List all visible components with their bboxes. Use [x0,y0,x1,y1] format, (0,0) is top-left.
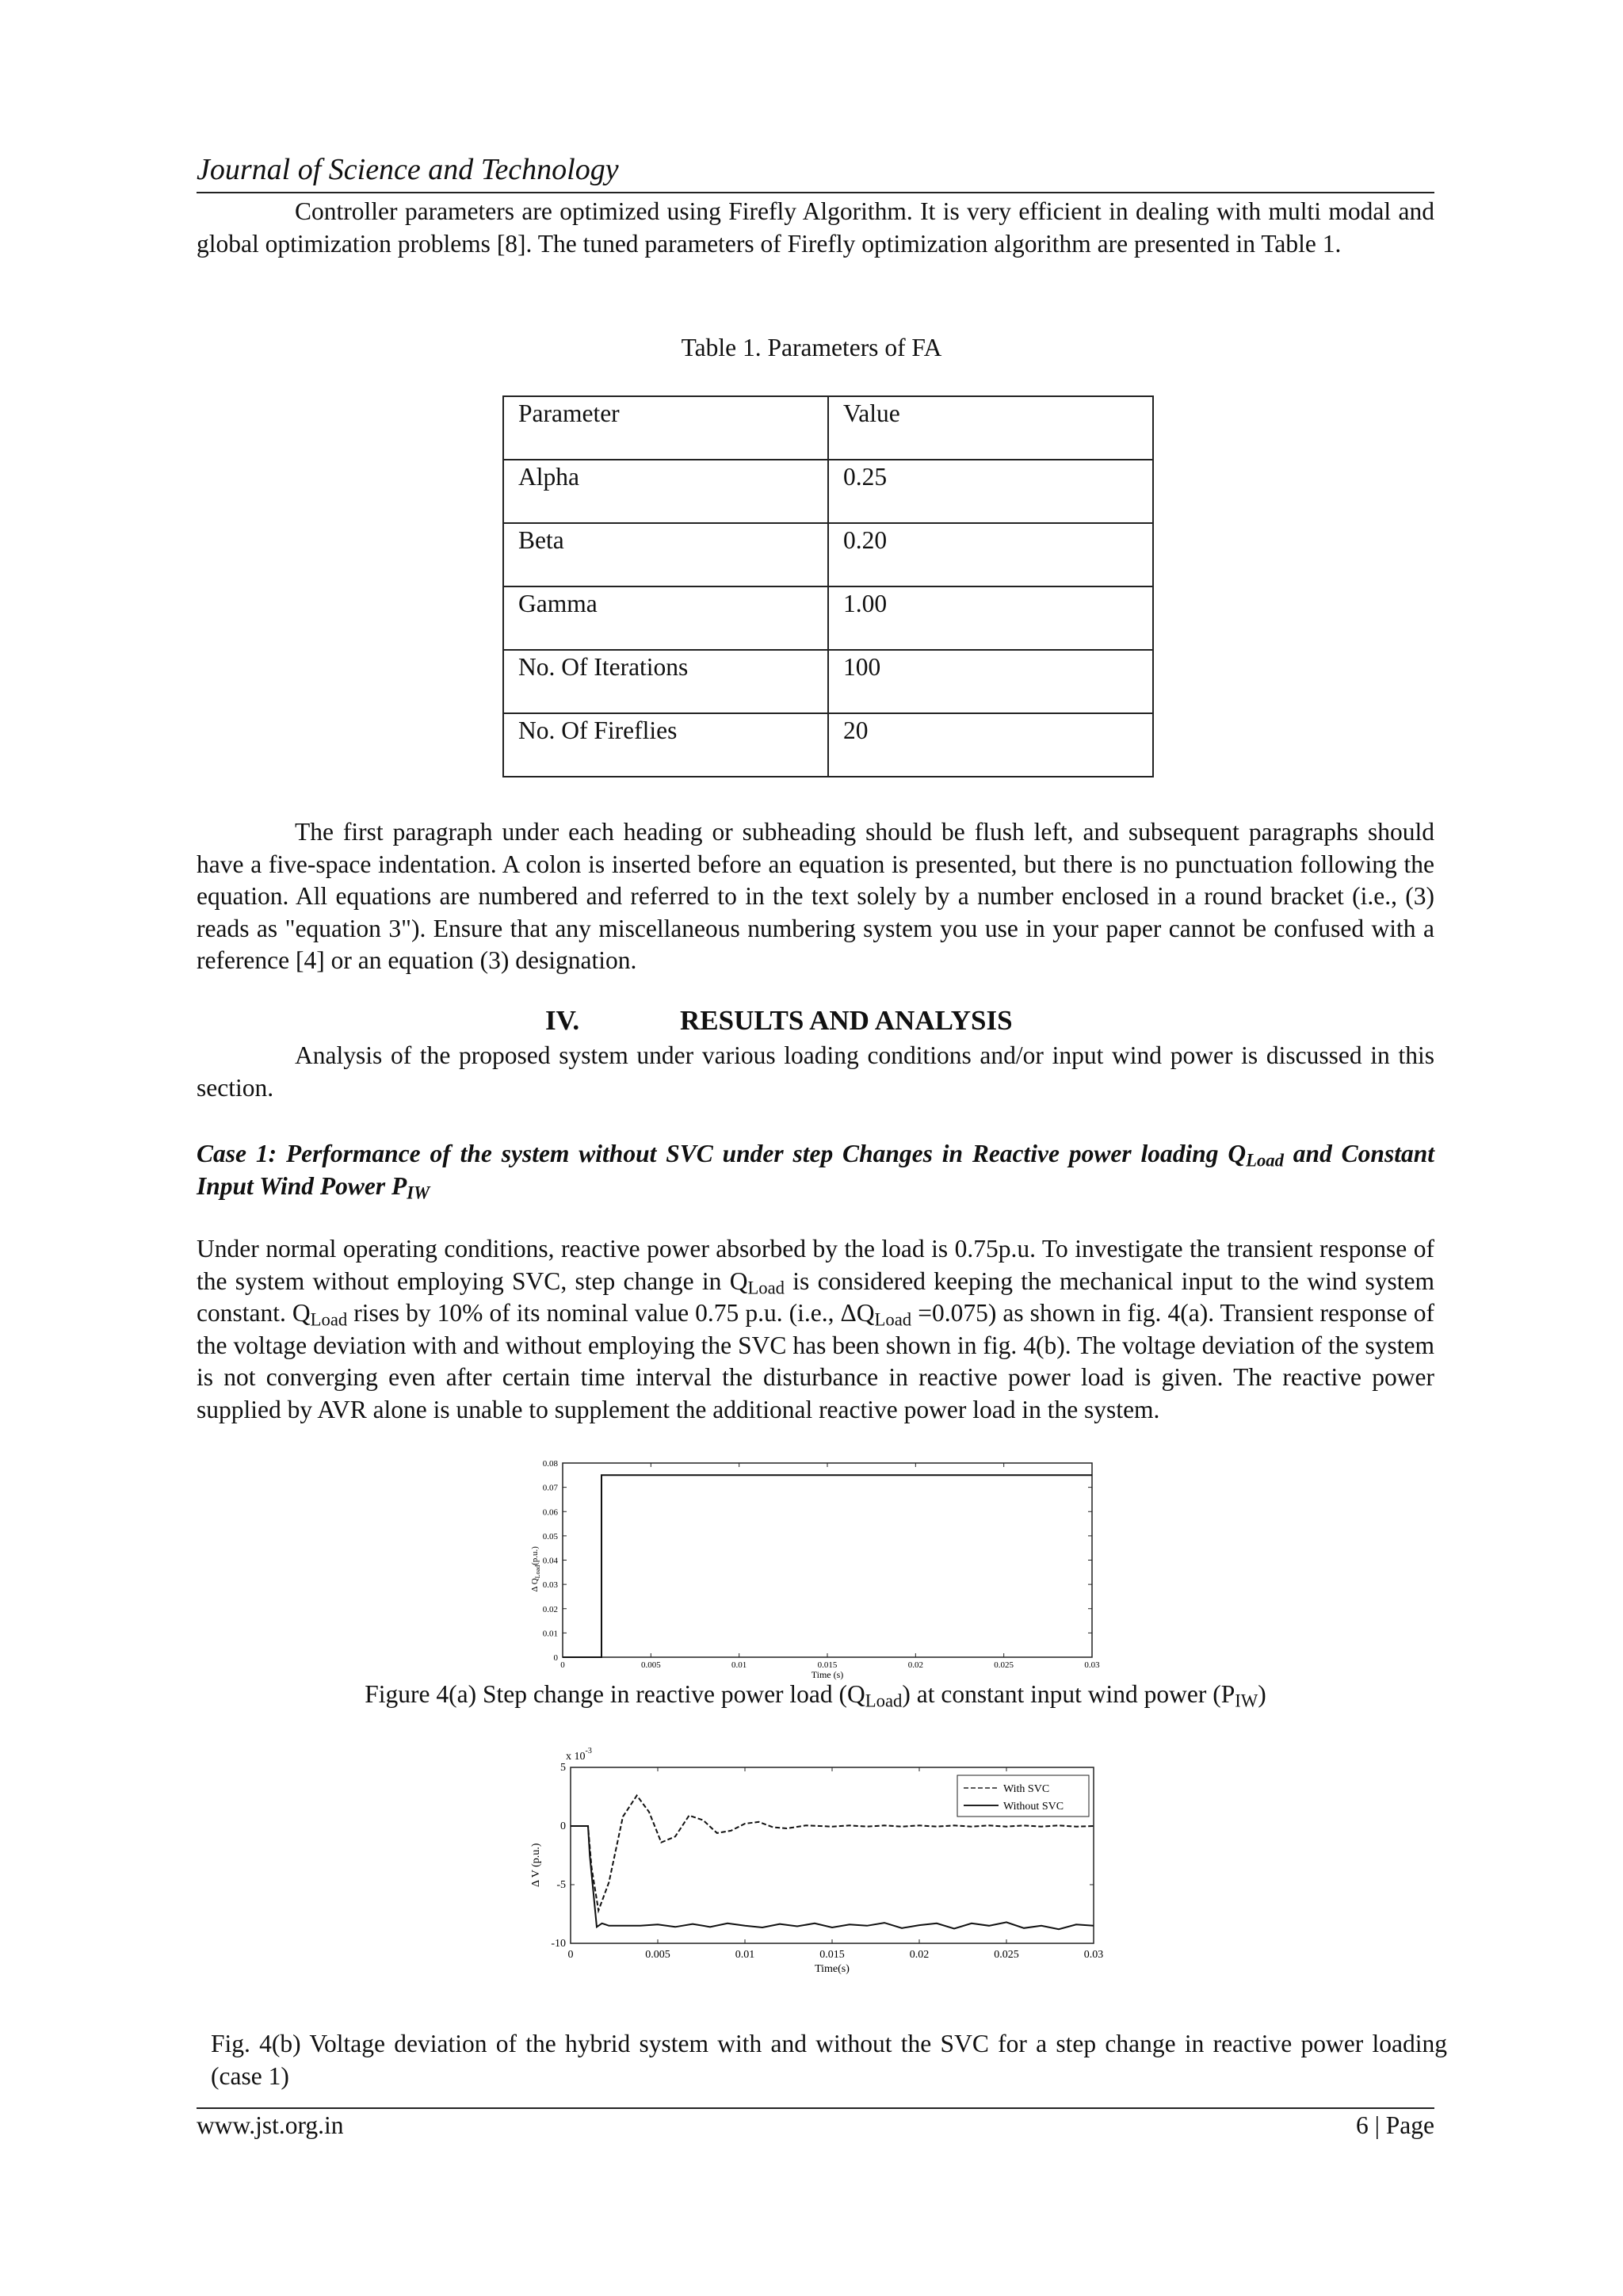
y-axis-label [530,1546,541,1592]
footer-website: www.jst.org.in [197,2111,344,2139]
legend-label-without-svc: Without SVC [1003,1801,1064,1813]
fig4a-caption-sub: Load [865,1690,903,1711]
y-tick-label: -10 [551,1938,566,1950]
table-row [503,586,1153,650]
x-tick-label: 0.025 [994,1660,1014,1670]
x-axis-label: Time (s) [811,1669,844,1680]
fig4a-caption-text: ) [1258,1680,1266,1708]
table-cell: 0.20 [828,523,1153,586]
legend-label-with-svc: With SVC [1003,1783,1050,1795]
table-cell: 100 [828,650,1153,713]
x-tick-label: 0.01 [735,1949,755,1961]
table-cell: No. Of Iterations [503,650,828,713]
case1-heading-sub: Load [1246,1150,1284,1171]
y-axis-label-sub: Load [534,1564,541,1579]
y-multiplier [566,1747,592,1763]
fig4b-caption: Fig. 4(b) Voltage deviation of the hybrid system with and without the SVC for a step change in reactive power loading (case 1) [211,2030,1447,2090]
case1-heading-text: and Constant Input Wind Power P [197,1140,1434,1200]
section-intro: Analysis of the proposed system under various loading conditions and/or input wind power is discussed in this section. [197,1041,1434,1102]
y-tick-label: 0.05 [542,1531,558,1541]
y-tick-label: 0 [560,1820,566,1832]
fig4a-caption [197,1680,1434,1709]
case1-body-text: Under normal operating conditions, reactive power absorbed by the load is 0.75p.u. To investigate the transient response of the system without employing SVC, step change in Q [197,1235,1434,1295]
case1-heading-sub: IW [407,1182,430,1203]
section-title: RESULTS AND ANALYSIS [680,1005,1013,1036]
case1-body-sub: Load [874,1309,912,1330]
x-tick-label: 0.01 [731,1660,747,1670]
x-tick-label: 0.025 [994,1949,1019,1961]
y-tick-label: 0.03 [542,1580,558,1591]
table-cell: Beta [503,523,828,586]
y-tick-label: 0 [553,1653,558,1663]
table-row [503,460,1153,523]
table-row [503,713,1153,777]
x-tick-label: 0.015 [819,1949,845,1961]
case1-heading-text: Case 1: Performance of the system without SVC under step Changes in Reactive power loading Q [197,1140,1247,1167]
fig4a-caption-sub: IW [1235,1690,1258,1711]
case1-body-sub: Load [747,1278,785,1298]
case1-body-text: rises by 10% of its nominal value 0.75 p.u. (i.e., ΔQ [347,1299,875,1327]
fig4b-chart [523,1740,1125,1994]
table-header-row [503,396,1153,460]
plot-series [563,1475,1092,1657]
plot-ticks [543,1459,1100,1670]
footer-rule [197,2107,1434,2109]
x-tick-label: 0.005 [640,1660,661,1670]
x-tick-label: 0.03 [1083,1949,1104,1961]
table-cell: 1.00 [828,586,1153,650]
table-row [503,523,1153,586]
formatting-paragraph: The first paragraph under each heading or subheading should be flush left, and subsequent paragraphs should have a five-space indentation. A colon is inserted before an equation is presented, but there is no punctuation following the equation. All equations are numbered and referred to in the text solely by a number enclosed in a round bracket (i.e., (3) reads as "equation 3"). Ensure that any miscellaneous numbering system you use in your paper cannot be confused with a reference [4] or an equation (3) designation. [197,818,1434,974]
fig4a-caption-text: ) at constant input wind power (P [902,1680,1235,1708]
y-tick-label: 0.06 [542,1507,558,1518]
table-row [503,650,1153,713]
plot-frame [563,1463,1092,1657]
table-cell: No. Of Fireflies [503,713,828,777]
table-cell: Alpha [503,460,828,523]
journal-title: Journal of Science and Technology [197,153,619,186]
table-cell: 20 [828,713,1153,777]
series-line-without-svc [571,1826,1094,1929]
case1-body-sub: Load [310,1309,348,1330]
y-tick-label: 0.02 [542,1604,558,1614]
intro-paragraph: Controller parameters are optimized using Firefly Algorithm. It is very efficient in dealing with multi modal and global optimization problems [8]. The tuned parameters of Firefly optimization algorithm are presented in Table 1. [197,197,1434,258]
x-tick-label: 0.015 [817,1660,838,1670]
y-axis-label-prefix: Δ Q [530,1578,540,1592]
case1-body-text: is considered keeping the mechanical input to the wind system constant. Q [197,1266,1434,1327]
x-tick-label: 0.02 [907,1660,923,1670]
y-multiplier-base: x 10 [566,1751,586,1763]
y-tick-label: -5 [556,1879,566,1891]
footer-page-number: 6 | Page [1355,2111,1434,2139]
x-tick-label: 0 [567,1949,574,1961]
y-axis-label: Δ V (p.u.) [530,1843,542,1887]
x-tick-label: 0.03 [1084,1660,1100,1670]
table-cell: Gamma [503,586,828,650]
y-tick-label: 5 [560,1762,566,1774]
y-tick-label: 0.08 [542,1459,558,1469]
y-tick-label: 0.01 [542,1629,558,1639]
x-tick-label: 0.005 [645,1949,670,1961]
fig4a-caption-text: Figure 4(a) Step change in reactive power load (Q [365,1680,865,1708]
fig4a-chart [491,1455,1109,1685]
case1-body [197,1233,1434,1426]
table-header-cell: Value [828,396,1153,460]
chart-legend [957,1775,1089,1817]
x-tick-label: 0.02 [909,1949,930,1961]
case1-heading [197,1138,1434,1202]
table1-caption: Table 1. Parameters of FA [681,334,942,361]
x-axis-label: Time(s) [815,1963,850,1975]
x-tick-label: 0 [560,1660,565,1670]
section-number: IV. [545,1005,580,1036]
y-axis-label-suffix: (p.u.) [530,1546,540,1565]
table-header-cell: Parameter [503,396,828,460]
y-tick-label: 0.04 [542,1556,558,1566]
y-tick-label: 0.07 [542,1483,558,1493]
parameters-table [502,395,1154,777]
header-rule [197,192,1434,193]
y-multiplier-exp: -3 [585,1747,592,1755]
table-cell: 0.25 [828,460,1153,523]
case1-body-text: =0.075) as shown in fig. 4(a). Transient response of the voltage deviation with and without employing the SVC has been shown in fig. 4(b). The voltage deviation of the system is not converging even after certain time interval the disturbance in reactive power load is given. The reactive power supplied by AVR alone is unable to supplement the additional reactive power load in the system. [197,1299,1434,1423]
series-line--qload [563,1475,1092,1657]
